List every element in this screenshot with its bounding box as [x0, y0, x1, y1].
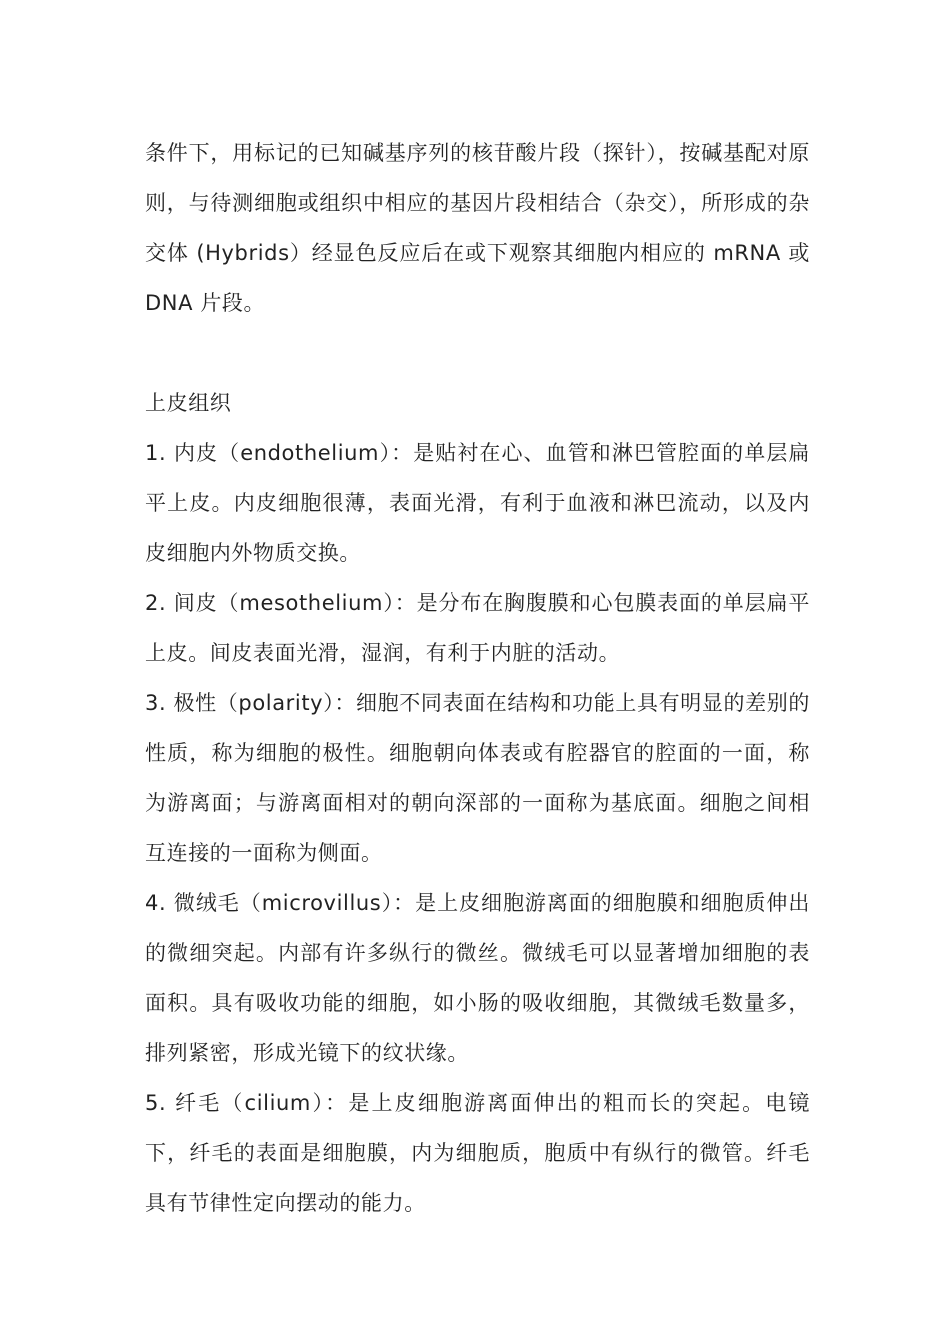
section-title: 上皮组织 [145, 391, 232, 415]
list-item-mesothelium: 2. 间皮（mesothelium）：是分布在胸腹膜和心包膜表面的单层扁平上皮。间皮表面光滑，湿润，有利于内脏的活动。 [145, 591, 810, 665]
list-item-cilium: 5. 纤毛（cilium）：是上皮细胞游离面伸出的粗而长的突起。电镜下，纤毛的表面是细胞膜，内为细胞质，胞质中有纵行的微管。纤毛具有节律性定向摆动的能力。 [145, 1091, 810, 1215]
list-item-microvillus: 4. 微绒毛（microvillus）：是上皮细胞游离面的细胞膜和细胞质伸出的微细突起。内部有许多纵行的微丝。微绒毛可以显著增加细胞的表面积。具有吸收功能的细胞，如小肠的吸收细胞，其微绒毛数量多，排列紧密，形成光镜下的纹状缘。 [145, 891, 810, 1065]
list-item-polarity: 3. 极性（polarity）：细胞不同表面在结构和功能上具有明显的差别的性质，称为细胞的极性。细胞朝向体表或有腔器官的腔面的一面，称为游离面；与游离面相对的朝向深部的一面称为基底面。细胞之间相互连接的一面称为侧面。 [145, 691, 810, 865]
document-body [145, 128, 810, 1228]
intro-paragraph: 条件下，用标记的已知碱基序列的核苷酸片段（探针），按碱基配对原则，与待测细胞或组织中相应的基因片段相结合（杂交），所形成的杂交体 (Hybrids）经显色反应后在或下观察其细胞内相应的 mRNA 或 DNA 片段。 [145, 141, 810, 315]
list-item-endothelium: 1. 内皮（endothelium）：是贴衬在心、血管和淋巴管腔面的单层扁平上皮。内皮细胞很薄，表面光滑，有利于血液和淋巴流动，以及内皮细胞内外物质交换。 [145, 441, 810, 565]
